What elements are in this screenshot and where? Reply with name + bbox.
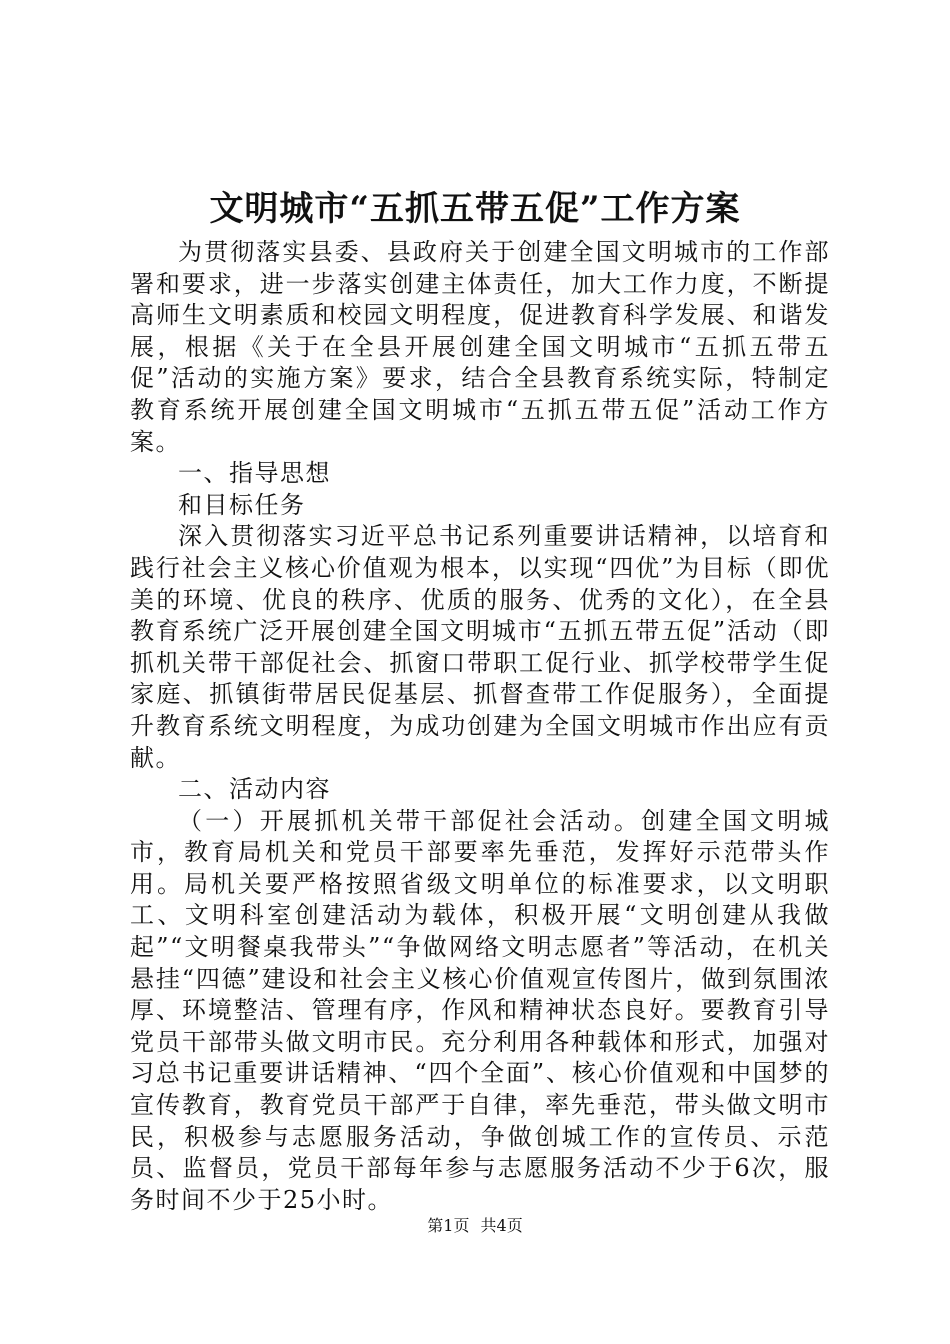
- section-heading-guiding-ideology: 一、指导思想: [178, 459, 331, 488]
- document-title: 文明城市“五抓五带五促”工作方案: [209, 189, 741, 229]
- page-footer: [0, 1215, 950, 1237]
- activity-paragraph-1: （一）开展抓机关带干部促社会活动。创建全国文明城市，教育局机关和党员干部要率先垂范，发挥好示范带头作用。局机关要严格按照省级文明单位的标准要求，以文明职工、文明科室创建活动为载体，积极开展“文明创建从我做起”“文明餐桌我带头”“争做网络文明志愿者”等活动，在机关悬挂“四德”建设和社会主义核心价值观宣传图片，做到氛围浓厚、环境整洁、管理有序，作风和精神状态良好。要教育引导党员干部带头做文明市民。充分利用各种载体和形式，加强对习总书记重要讲话精神、“四个全面”、核心价值观和中国梦的宣传教育，教育党员干部严于自律，率先垂范，带头做文明市民，积极参与志愿服务活动，争做创城工作的宣传员、示范员、监督员，党员干部每年参与志愿服务活动不少于6次，服务时间不少于25小时。: [130, 806, 830, 1214]
- section-heading-goals: 和目标任务: [178, 490, 306, 519]
- document-body: [130, 237, 830, 1216]
- goals-paragraph: 深入贯彻落实习近平总书记系列重要讲话精神，以培育和践行社会主义核心价值观为根本，以实现“四优”为目标（即优美的环境、优良的秩序、优质的服务、优秀的文化），在全县教育系统广泛开展创建全国文明城市“五抓五带五促”活动（即抓机关带干部促社会、抓窗口带职工促行业、抓学校带学生促家庭、抓镇街带居民促基层、抓督查带工作促服务），全面提升教育系统文明程度，为成功创建为全国文明城市作出应有贡献。: [130, 522, 830, 772]
- section-heading-activities: 二、活动内容: [178, 775, 331, 804]
- page-number: 第1页: [427, 1216, 470, 1235]
- page-total: 共4页: [480, 1216, 523, 1235]
- intro-paragraph: 为贯彻落实县委、县政府关于创建全国文明城市的工作部署和要求，进一步落实创建主体责任，加大工作力度，不断提高师生文明素质和校园文明程度，促进教育科学发展、和谐发展，根据《关于在全县开展创建全国文明城市“五抓五带五促”活动的实施方案》要求，结合全县教育系统实际，特制定教育系统开展创建全国文明城市“五抓五带五促”活动工作方案。: [130, 238, 830, 456]
